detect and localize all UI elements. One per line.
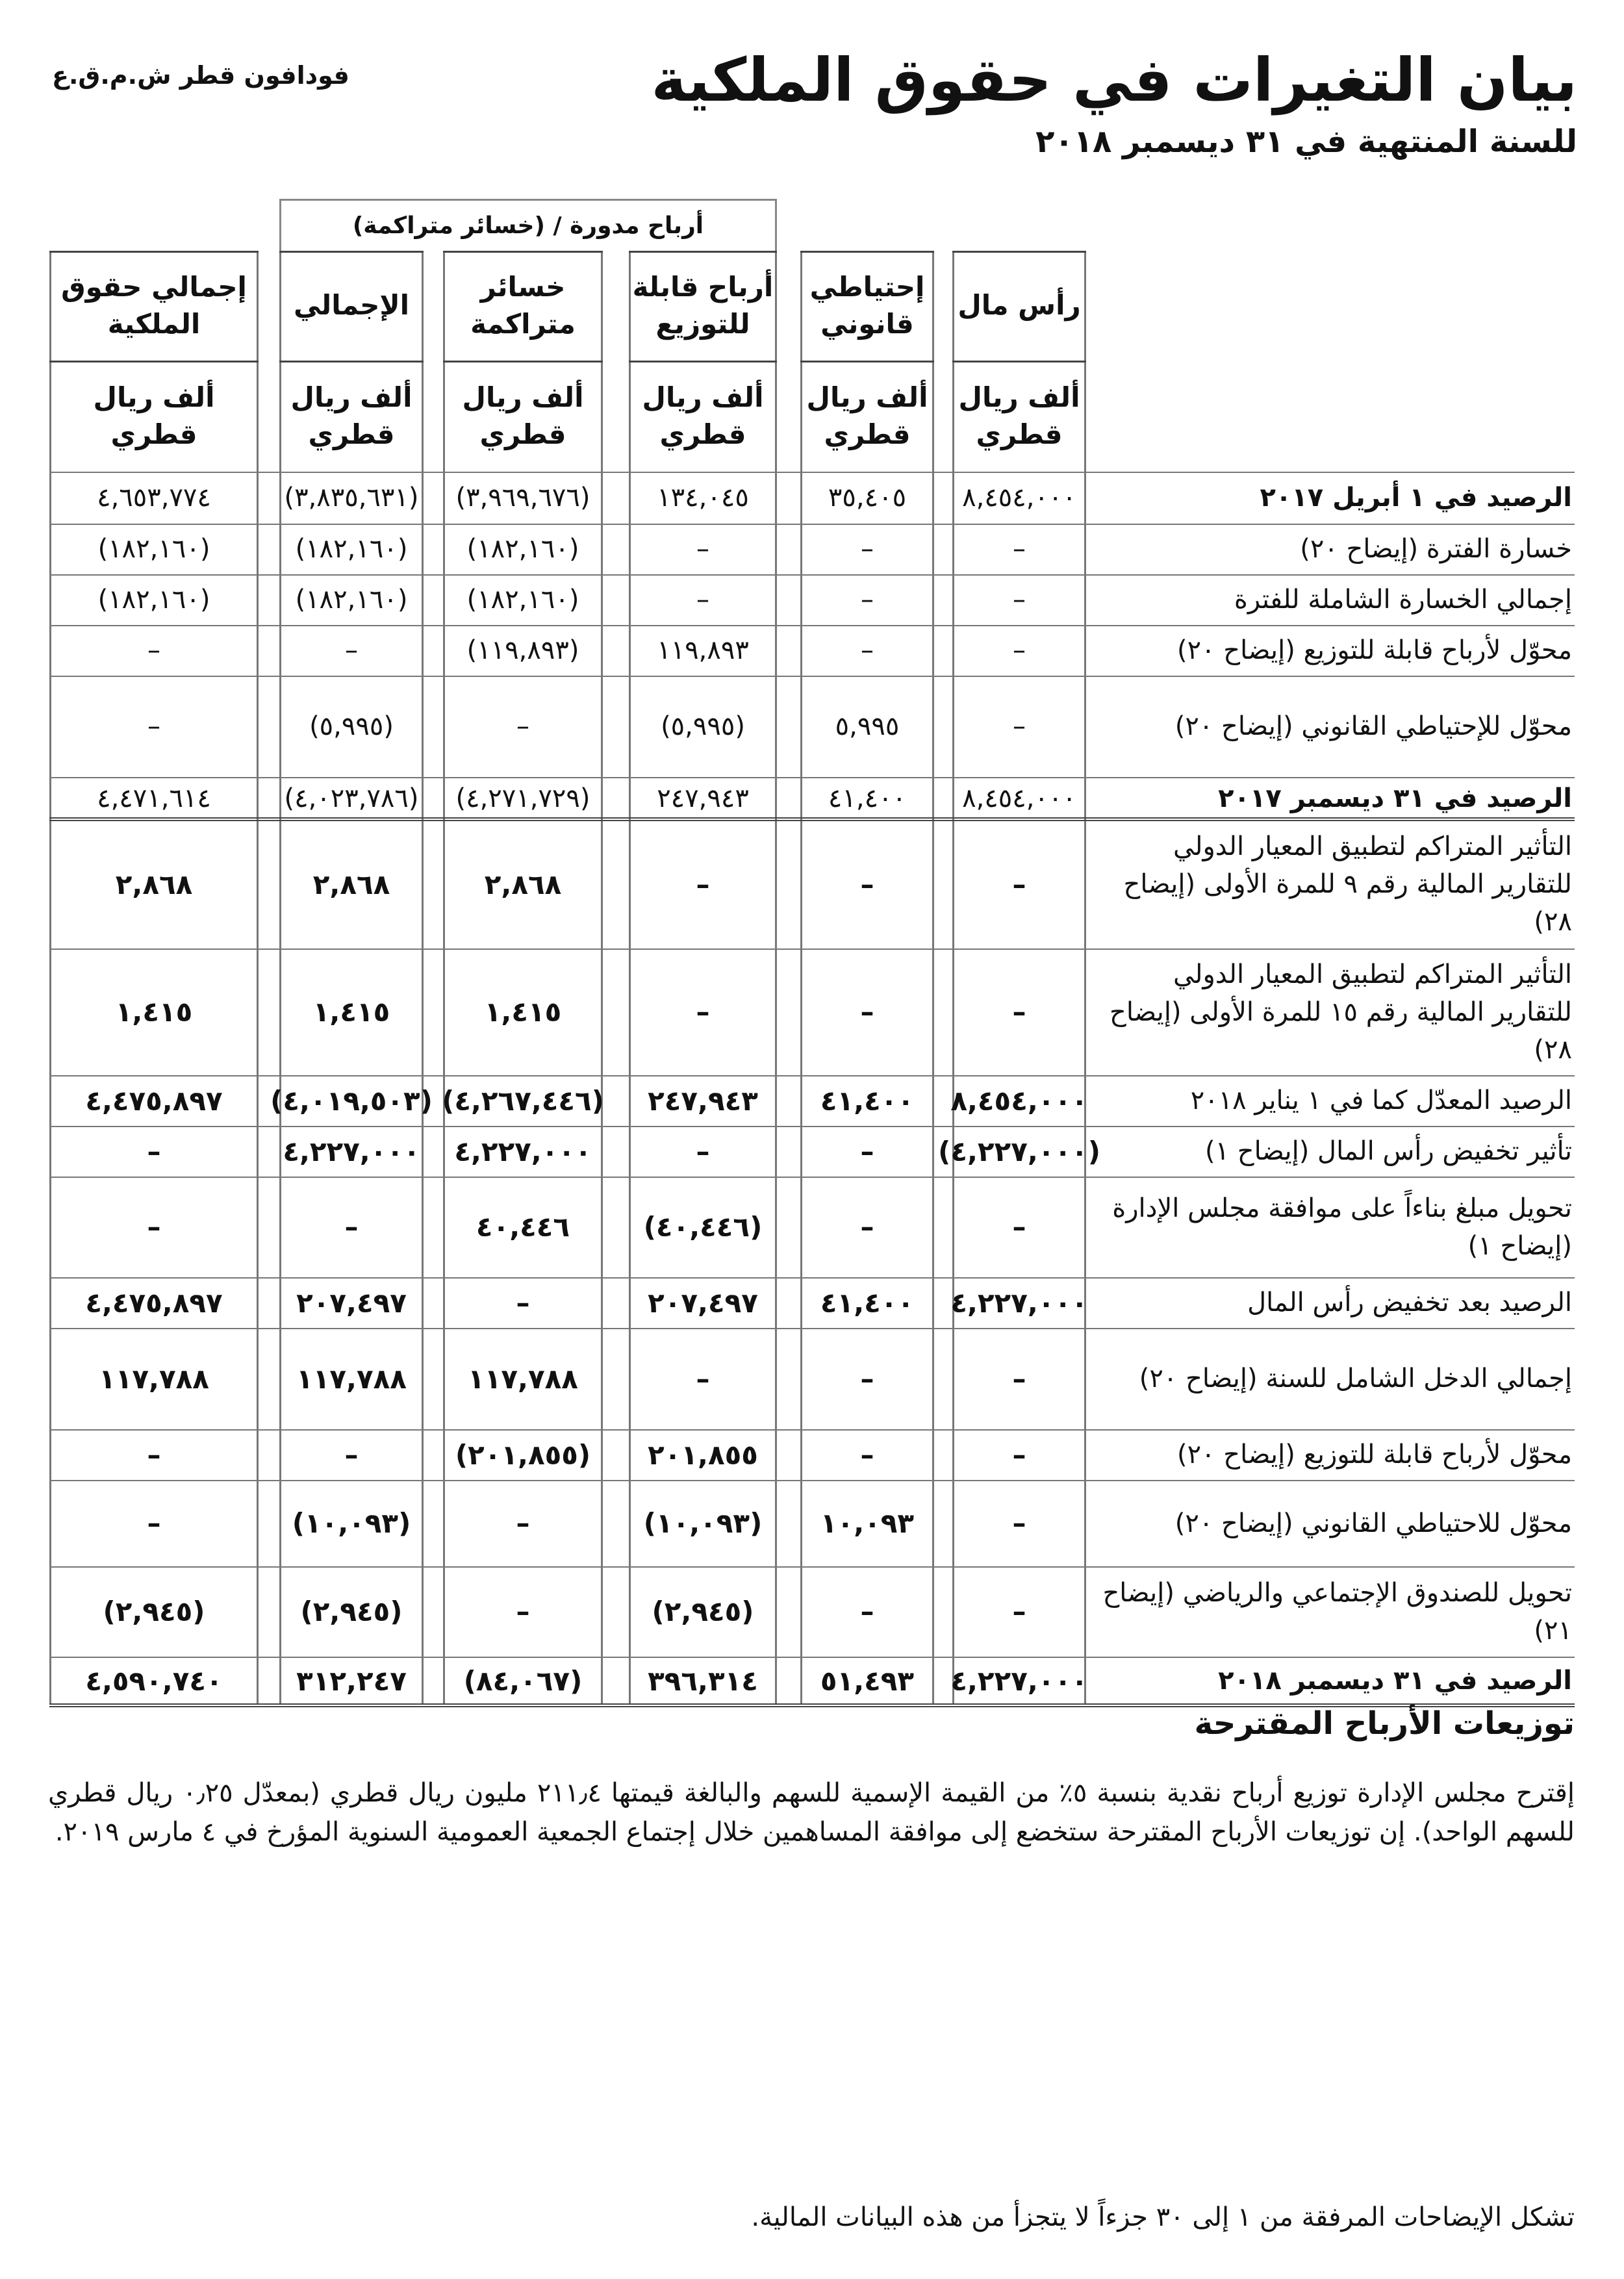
dividends-text: إقترح مجلس الإدارة توزيع أرباح نقدية بنسبة ٥٪ من القيمة الإسمية للسهم والبالغة قيمتها ٢١١٫٤ مليون ريال قطري (بمعدّل ٠٫٢٥ ريال قطري للسهم الواحد). إن توزيعات الأرباح المقترحة ستخضع إلى موافقة المساهمين خلال إجتماع الجمعية العمومية السنوية المؤرخ في ٤ مارس ٢٠١٩. [48, 1778, 1575, 1847]
row-label: خسارة الفترة (إيضاح ٢٠) [1300, 534, 1572, 564]
cell-value: – [696, 1362, 710, 1395]
column-unit-label: ألف ريال قطري [806, 381, 928, 450]
cell-value: (٥,٩٩٥) [661, 711, 745, 741]
cell-value: – [861, 585, 874, 615]
cell-value: (٨٤,٠٦٧) [463, 1664, 583, 1697]
column-unit-label: ألف ريال قطري [958, 381, 1080, 450]
column-header-label: إجمالي حقوق الملكية [61, 270, 247, 340]
cell-value: ٢٤٧,٩٤٣ [657, 783, 749, 813]
cell-value: ٤,٤٧١,٦١٤ [97, 783, 211, 813]
cell-value: (٣,٨٣٥,٦٣١) [284, 483, 419, 513]
cell-value: ٤,٢٢٧,٠٠٠ [283, 1135, 420, 1167]
cell-value: ٥,٩٩٥ [835, 711, 900, 741]
cell-value: – [861, 635, 874, 665]
cell-value: (٢,٩٤٥) [652, 1596, 754, 1627]
row-label: محوّل للإحتياطي القانوني (إيضاح ٢٠) [1174, 711, 1572, 741]
column-unit-label: ألف ريال قطري [93, 381, 215, 450]
column-header-label: إحتياطي قانوني [809, 270, 925, 340]
cell-value: – [696, 996, 710, 1028]
cell-value: – [345, 635, 358, 665]
cell-value: – [147, 635, 160, 665]
cell-value: – [147, 711, 160, 741]
column-header-label: أرباح قابلة للتوزيع [632, 270, 774, 340]
row-label: تحويل للصندوق الإجتماعي والرياضي (إيضاح ٢١) [1102, 1577, 1572, 1646]
cell-value: – [696, 585, 709, 615]
row-label: محوّل لأرباح قابلة للتوزيع (إيضاح ٢٠) [1177, 1440, 1572, 1470]
cell-value: ٤١,٤٠٠ [820, 1084, 915, 1117]
cell-value: (٤,٢٧١,٧٢٩) [455, 783, 590, 813]
row-label: تحويل مبلغ بناءاً على موافقة مجلس الإدارة (إيضاح ١) [1112, 1193, 1572, 1261]
cell-value: ٤,٢٢٧,٠٠٠ [950, 1286, 1088, 1319]
row-label: الرصيد المعدّل كما في ١ يناير ٢٠١٨ [1190, 1086, 1572, 1115]
column-header-label: الإجمالي [293, 289, 410, 322]
cell-value: (٤,٠٢٣,٧٨٦) [284, 783, 419, 813]
cell-value: – [1013, 711, 1026, 741]
cell-value: (٢,٩٤٥) [103, 1596, 205, 1627]
cell-value: – [1013, 534, 1026, 564]
cell-value: – [860, 996, 874, 1028]
cell-value: (٣,٩٦٩,٦٧٦) [455, 483, 590, 513]
cell-value: (٤٠,٤٤٦) [643, 1211, 763, 1243]
row-label: إجمالي الخسارة الشاملة للفترة [1234, 585, 1572, 615]
cell-value: – [1012, 1211, 1026, 1243]
cell-value: ٤١,٤٠٠ [828, 783, 907, 813]
cell-value: ٢٠٧,٤٩٧ [648, 1286, 758, 1319]
row-label: إجمالي الدخل الشامل للسنة (إيضاح ٢٠) [1139, 1364, 1572, 1394]
row-label: الرصيد في ١ أبريل ٢٠١٧ [1260, 483, 1572, 513]
page-subtitle: للسنة المنتهية في ٣١ ديسمبر ٢٠١٨ [1035, 123, 1577, 160]
cell-value: ٤,٤٧٥,٨٩٧ [85, 1286, 223, 1319]
cell-value: (١٨٢,١٦٠) [97, 585, 210, 615]
cell-value: ١١٩,٨٩٣ [657, 635, 749, 665]
cell-value: ٤,٢٢٧,٠٠٠ [950, 1664, 1088, 1697]
row-label: الرصيد في ٣١ ديسمبر ٢٠١٨ [1218, 1666, 1572, 1696]
cell-value: (١٨٢,١٦٠) [295, 585, 408, 615]
cell-value: – [147, 1211, 161, 1243]
cell-value: ١٠,٠٩٣ [820, 1507, 915, 1539]
company-name: فودافون قطر ش.م.ق.ع [52, 61, 349, 90]
cell-value: – [344, 1211, 359, 1243]
page-title: بيان التغيرات في حقوق الملكية [651, 45, 1577, 115]
column-unit-label: ألف ريال قطري [642, 381, 764, 450]
cell-value: – [516, 1286, 530, 1319]
cell-value: ٣١٢,٢٤٧ [296, 1664, 407, 1697]
cell-value: ٣٩٦,٣١٤ [648, 1664, 758, 1697]
cell-value: (٤,٢٦٧,٤٤٦) [442, 1084, 604, 1117]
cell-value: ٤,٢٢٧,٠٠٠ [454, 1135, 592, 1167]
cell-value: – [147, 1438, 161, 1471]
cell-value: ١,٤١٥ [115, 996, 193, 1028]
cell-value: – [147, 1507, 161, 1539]
cell-value: – [696, 868, 710, 900]
cell-value: ٢,٨٦٨ [115, 868, 193, 900]
cell-value: ٤٠,٤٤٦ [476, 1211, 570, 1243]
row-label: التأثير المتراكم لتطبيق المعيار الدولي للتقارير المالية رقم ١٥ للمرة الأولى (إيضاح ٢٨) [1110, 959, 1572, 1065]
row-label: الرصيد في ٣١ ديسمبر ٢٠١٧ [1218, 783, 1572, 813]
cell-value: (١٨٢,١٦٠) [466, 534, 579, 564]
cell-value: (١١٩,٨٩٣) [466, 635, 579, 665]
row-label: الرصيد بعد تخفيض رأس المال [1247, 1288, 1572, 1318]
cell-value: ٨,٤٥٤,٠٠٠ [962, 783, 1076, 813]
row-label: التأثير المتراكم لتطبيق المعيار الدولي للتقارير المالية رقم ٩ للمرة الأولى (إيضاح ٢٨) [1123, 832, 1572, 937]
cell-value: – [1012, 868, 1026, 900]
cell-value: ١١٧,٧٨٨ [468, 1362, 578, 1395]
group-header: أرباح مدورة / (خسائر متراكمة) [279, 199, 777, 251]
cell-value: ١٣٤,٠٤٥ [657, 483, 749, 513]
cell-value: ٢٤٧,٩٤٣ [648, 1084, 758, 1117]
cell-value: – [1012, 1362, 1026, 1395]
cell-value: (١٠,٠٩٣) [643, 1507, 763, 1539]
cell-value: ٤,٦٥٣,٧٧٤ [97, 483, 211, 513]
column-header-label: خسائر متراكمة [470, 270, 576, 340]
cell-value: (٢٠١,٨٥٥) [455, 1438, 591, 1471]
cell-value: – [860, 1135, 874, 1167]
cell-value: – [860, 1438, 874, 1471]
cell-value: – [516, 1507, 530, 1539]
row-label: تأثير تخفيض رأس المال (إيضاح ١) [1204, 1136, 1572, 1166]
cell-value: ٢,٨٦٨ [484, 868, 562, 900]
cell-value: (١٨٢,١٦٠) [466, 585, 579, 615]
column-unit-label: ألف ريال قطري [462, 381, 584, 450]
cell-value: – [860, 1211, 874, 1243]
cell-value: ٤١,٤٠٠ [820, 1286, 915, 1319]
cell-value: (٤,٢٢٧,٠٠٠) [938, 1135, 1100, 1167]
cell-value: ١١٧,٧٨٨ [296, 1362, 407, 1395]
dividends-title: توزيعات الأرباح المقترحة [1194, 1705, 1575, 1742]
cell-value: ١١٧,٧٨٨ [99, 1362, 209, 1395]
footnote: تشكل الإيضاحات المرفقة من ١ إلى ٣٠ جزءاً لا يتجزأ من هذه البيانات المالية. [751, 2202, 1575, 2232]
cell-value: – [344, 1438, 359, 1471]
cell-value: ٨,٤٥٤,٠٠٠ [962, 483, 1076, 513]
cell-value: ٣٥,٤٠٥ [828, 483, 907, 513]
cell-value: – [516, 711, 529, 741]
column-unit-label: ألف ريال قطري [290, 381, 412, 450]
cell-value: ٢٠٧,٤٩٧ [296, 1286, 407, 1319]
cell-value: – [861, 534, 874, 564]
cell-value: (١٨٢,١٦٠) [295, 534, 408, 564]
cell-value: (٥,٩٩٥) [309, 711, 394, 741]
cell-value: – [1013, 635, 1026, 665]
cell-value: (٤,٠١٩,٥٠٣) [270, 1084, 433, 1117]
row-label: محوّل للاحتياطي القانوني (إيضاح ٢٠) [1174, 1508, 1572, 1538]
cell-value: – [860, 1362, 874, 1395]
cell-value: (١٠,٠٩٣) [292, 1507, 411, 1539]
cell-value: – [1013, 585, 1026, 615]
cell-value: – [1012, 1596, 1026, 1627]
cell-value: – [696, 1135, 710, 1167]
column-header-label: رأس مال [958, 289, 1081, 322]
cell-value: ٢٠١,٨٥٥ [648, 1438, 758, 1471]
cell-value: – [1012, 1507, 1026, 1539]
cell-value: – [516, 1596, 530, 1627]
cell-value: – [1012, 996, 1026, 1028]
cell-value: – [1012, 1438, 1026, 1471]
cell-value: (١٨٢,١٦٠) [97, 534, 210, 564]
cell-value: ٢,٨٦٨ [312, 868, 390, 900]
cell-value: – [147, 1135, 161, 1167]
cell-value: – [860, 1596, 874, 1627]
cell-value: ٨,٤٥٤,٠٠٠ [950, 1084, 1088, 1117]
cell-value: ٤,٥٩٠,٧٤٠ [85, 1664, 223, 1697]
cell-value: ٥١,٤٩٣ [820, 1664, 915, 1697]
cell-value: (٢,٩٤٥) [300, 1596, 403, 1627]
cell-value: – [696, 534, 709, 564]
cell-value: ١,٤١٥ [312, 996, 390, 1028]
row-label: محوّل لأرباح قابلة للتوزيع (إيضاح ٢٠) [1177, 635, 1572, 665]
cell-value: ١,٤١٥ [484, 996, 562, 1028]
cell-value: ٤,٤٧٥,٨٩٧ [85, 1084, 223, 1117]
cell-value: – [860, 868, 874, 900]
